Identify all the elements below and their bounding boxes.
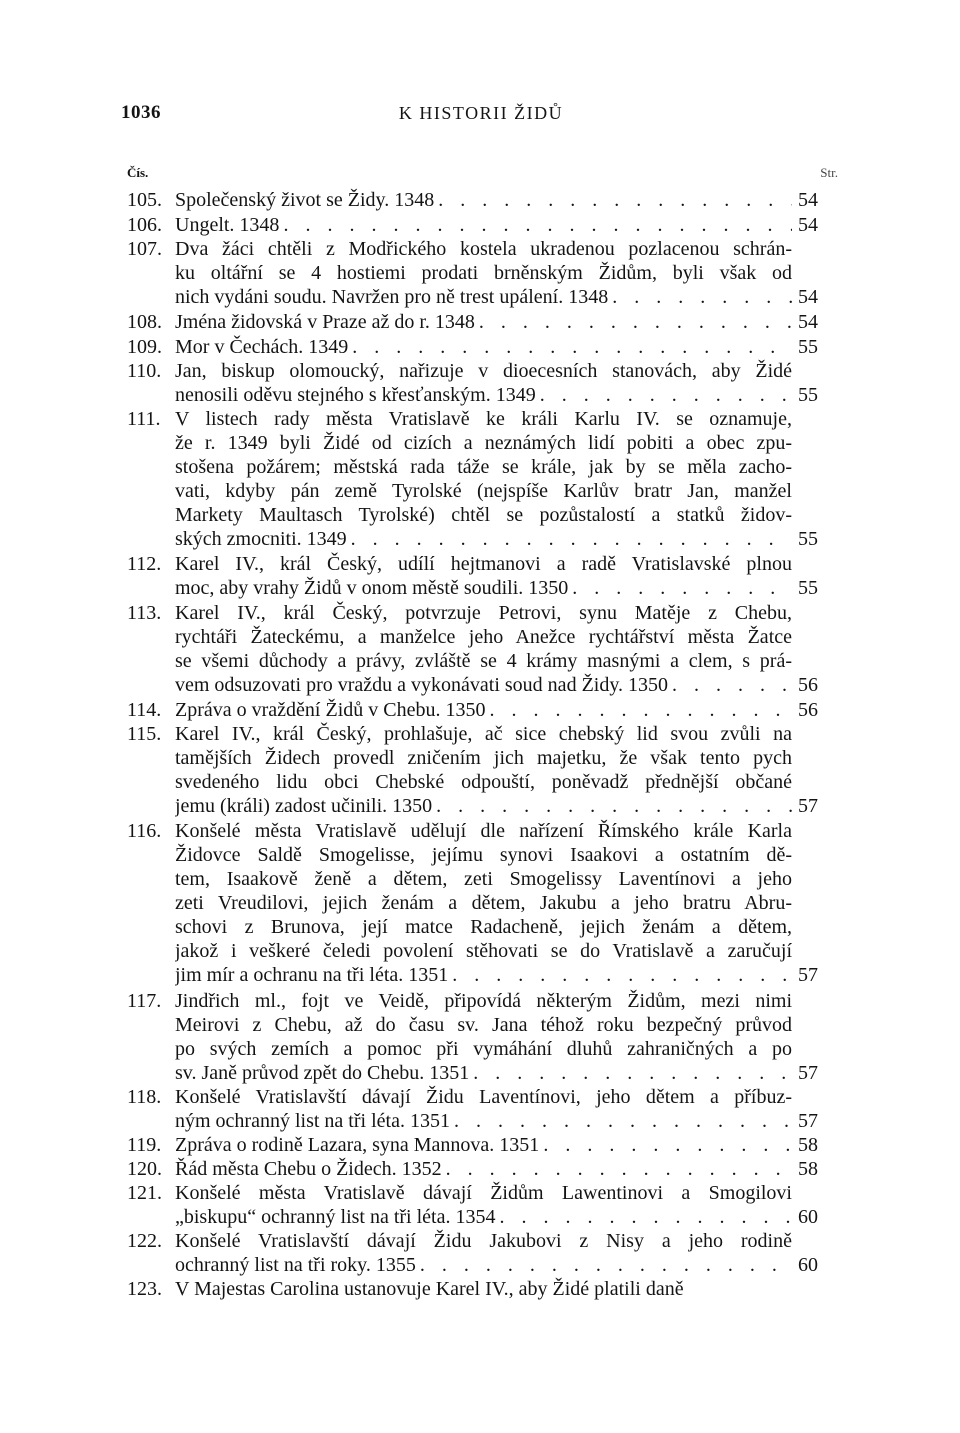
entry-line: Karel IV., král Český, prohlašuje, ač sice chebský lid svou zvůli na [175, 723, 792, 745]
entry-text [175, 1277, 792, 1301]
dot-leader [348, 335, 792, 359]
running-title: K HISTORII ŽIDŮ [398, 103, 564, 123]
entry-page-number: 56 [798, 674, 818, 696]
entry-line-last [175, 1133, 792, 1157]
entry-number: 112. [127, 553, 162, 575]
entry-line: Jan, biskup olomoucký, nařizuje v dioecesních stanovách, aby Židé [175, 360, 792, 382]
entry-line-text: nich vydáni soudu. Navržen pro ně trest upálení. 1348 [175, 286, 609, 308]
dot-leader [668, 673, 792, 697]
entry-page-number: 55 [798, 336, 818, 358]
entry-line-last [175, 1253, 792, 1277]
entry-line-last [175, 335, 792, 359]
entry-text [175, 359, 792, 407]
entry-line: Meirovi z Chebu, až do času sv. Jana téhož roku bezpečný průvod [175, 1014, 792, 1036]
entry-line-last [175, 188, 792, 212]
entry-line-text: Zpráva o vraždění Židů v Chebu. 1350 [175, 699, 486, 721]
entry-line-last [175, 1061, 792, 1085]
dot-leader [347, 527, 792, 551]
dot-leader [450, 1109, 792, 1133]
entry-number: 109. [127, 336, 162, 358]
entry-text [175, 819, 792, 987]
dot-leader [568, 576, 792, 600]
entry-number: 107. [127, 238, 162, 260]
entry-text [175, 188, 792, 212]
entry-page-number: 55 [798, 384, 818, 406]
entry-text [175, 310, 792, 334]
entry-page-number: 57 [798, 1110, 818, 1132]
entry-line: Židovce Saldě Smogelisse, jejímu synovi Isaakovi a ostatním dě- [175, 844, 792, 866]
dot-leader [442, 1157, 792, 1181]
entry-number: 118. [127, 1086, 162, 1108]
entry-line-last [175, 698, 792, 722]
entry-page-number: 55 [798, 528, 818, 550]
entry-text [175, 407, 792, 551]
entry-line-text: Společenský život se Židy. 1348 [175, 189, 435, 211]
entry-line: svedeného lidu obci Chebské odpouští, poněvadž přednější občané [175, 771, 792, 793]
page-number: 1036 [121, 102, 161, 123]
entry-line: stošena požárem; městská rada táže se krále, jak by se měla zacho- [175, 456, 792, 478]
entry-line: Karel IV., král Český, potvrzuje Petrovi, synu Matěje z Chebu, [175, 602, 792, 624]
entry-number: 121. [127, 1182, 162, 1204]
entry-text [175, 1229, 792, 1277]
entry-text [175, 237, 792, 309]
entry-page-number: 60 [798, 1254, 818, 1276]
column-labels [127, 165, 838, 183]
entry-line: ku oltářní se 4 hostiemi prodati brněnským Židům, byli však od [175, 262, 792, 284]
entry-text [175, 335, 792, 359]
entry-page-number: 54 [798, 189, 818, 211]
entry-page-number: 56 [798, 699, 818, 721]
entry-text [175, 1181, 792, 1229]
entry-text [175, 722, 792, 818]
entry-line: V Majestas Carolina ustanovuje Karel IV., aby Židé platili daně [175, 1278, 684, 1300]
entry-text [175, 601, 792, 697]
entry-line: tem, Isaakově ženě a dětem, zeti Smogelissy Laventínovi a jeho [175, 868, 792, 890]
entry-line-last [175, 383, 792, 407]
entry-line: rychtáři Žateckému, a manželce jeho Anežce rychtářství města Žatce [175, 626, 792, 648]
dot-leader [469, 1061, 792, 1085]
entry-line: Konšelé Vratislavští dávají Židu Jakubovi z Nisy a jeho rodině [175, 1230, 792, 1252]
entry-text [175, 1085, 792, 1133]
dot-leader [475, 310, 792, 334]
entry-text [175, 1133, 792, 1157]
entry-line-last [175, 285, 792, 309]
entry-line: po svých zemích a pomoc při vymáhání dluhů zahraničných a po [175, 1038, 792, 1060]
entry-line-text: „biskupu“ ochranný list na tři léta. 1354 [175, 1206, 496, 1228]
entry-line: Konšelé Vratislavští dávají Židu Laventínovi, jeho dětem a příbuz- [175, 1086, 792, 1108]
entry-line: jakož i veškeré čeledi povolení stěhovati se do Vratislavě a zaručují [175, 940, 792, 962]
entry-line-last [175, 794, 792, 818]
entry-number: 122. [127, 1230, 162, 1252]
entry-line: tamějších Židech provedl zničením jich majetku, že však tento pych [175, 747, 792, 769]
entry-line-text: Zpráva o rodině Lazara, syna Mannova. 1351 [175, 1134, 540, 1156]
entry-number: 111. [127, 408, 161, 430]
entry-line-text: ným ochranný list na tři léta. 1351 [175, 1110, 450, 1132]
entry-number: 108. [127, 311, 162, 333]
entry-text [175, 552, 792, 600]
entry-line-text: ských zmocniti. 1349 [175, 528, 347, 550]
entry-line: Konšelé města Vratislavě udělují dle nařízení Římského krále Karla [175, 820, 792, 842]
entry-line-text: moc, aby vrahy Židů v onom městě soudili. 1350 [175, 577, 569, 599]
entry-text [175, 989, 792, 1085]
entry-line-last [175, 963, 792, 987]
entry-page-number: 57 [798, 1062, 818, 1084]
entry-line-text: Jména židovská v Praze až do r. 1348 [175, 311, 475, 333]
entry-line: vati, kdyby pán země Tyrolské (nejspíše Karlův bratr Jan, manžel [175, 480, 792, 502]
entry-number: 119. [127, 1134, 162, 1156]
dot-leader [448, 963, 792, 987]
entry-page-number: 58 [798, 1134, 818, 1156]
entry-page-number: 54 [798, 214, 818, 236]
entry-line-last [175, 213, 792, 237]
entry-number: 117. [127, 990, 162, 1012]
dot-leader [432, 794, 792, 818]
entry-line-text: vem odsuzovati pro vraždu a vykonávati soud nad Židy. 1350 [175, 674, 669, 696]
entry-page-number: 54 [798, 286, 818, 308]
entry-page-number: 55 [798, 577, 818, 599]
entry-line-last [175, 1205, 792, 1229]
number-column-label: Čís. [127, 165, 149, 180]
dot-leader [495, 1205, 792, 1229]
entry-page-number: 60 [798, 1206, 818, 1228]
entry-page-number: 57 [798, 964, 818, 986]
entry-line-text: Řád města Chebu o Židech. 1352 [175, 1158, 442, 1180]
dot-leader [485, 698, 792, 722]
entry-number: 120. [127, 1158, 162, 1180]
entry-line: Karel IV., král Český, udílí hejtmanovi a radě Vratislavské plnou [175, 553, 792, 575]
entry-line: Konšelé města Vratislavě dávají Židům Lawentinovi a Smogilovi [175, 1182, 792, 1204]
entry-text [175, 1157, 792, 1181]
entry-number: 105. [127, 189, 162, 211]
entry-line-last [175, 310, 792, 334]
entry-line-text: ochranný list na tři roky. 1355 [175, 1254, 416, 1276]
dot-leader [416, 1253, 792, 1277]
entry-number: 116. [127, 820, 162, 842]
entry-number: 113. [127, 602, 162, 624]
entry-line-text: nenosili oděvu stejného s křesťanským. 1349 [175, 384, 536, 406]
entry-line-text: sv. Janě průvod zpět do Chebu. 1351 [175, 1062, 470, 1084]
entry-line: V listech rady města Vratislavě ke králi Karlu IV. se oznamuje, [175, 408, 792, 430]
entry-line-last [175, 576, 792, 600]
dot-leader [608, 285, 792, 309]
entry-page-number: 57 [798, 795, 818, 817]
entry-line: Markety Maultasch Tyrolské) chtěl se pozůstalostí a statků židov- [175, 504, 792, 526]
dot-leader [279, 213, 792, 237]
entry-line: Dva žáci chtěli z Modřického kostela ukradenou pozlacenou schrán- [175, 238, 792, 260]
entry-number: 114. [127, 699, 162, 721]
entry-line: že r. 1349 byli Židé od cizích a neznámých lidí pobiti a obec zpu- [175, 432, 792, 454]
dot-leader [536, 383, 792, 407]
entry-line: zeti Vreudilovi, jejich ženám a dětem, Jakubu a jeho bratru Abru- [175, 892, 792, 914]
dot-leader [539, 1133, 792, 1157]
entry-number: 110. [127, 360, 162, 382]
entry-line: schovi z Brunova, její matce Radacheně, jejich ženám a dětem, [175, 916, 792, 938]
entry-line-text: Mor v Čechách. 1349 [175, 336, 349, 358]
entry-line-last [175, 1157, 792, 1181]
entry-line-text: jim mír a ochranu na tři léta. 1351 [175, 964, 449, 986]
entry-line: se všemi důchody a právy, zvláště se 4 krámy masnými a clem, s prá- [175, 650, 792, 672]
entry-number: 106. [127, 214, 162, 236]
entry-number: 123. [127, 1278, 162, 1300]
dot-leader [434, 188, 792, 212]
entry-text [175, 213, 792, 237]
entry-page-number: 58 [798, 1158, 818, 1180]
entry-number: 115. [127, 723, 162, 745]
entry-line-last [175, 673, 792, 697]
page-column-label: Str. [820, 165, 838, 180]
entry-line-last [175, 527, 792, 551]
entry-line-text: jemu (králi) zadost učinili. 1350 [175, 795, 433, 817]
entry-line-last [175, 1109, 792, 1133]
entry-text [175, 698, 792, 722]
entry-line-text: Ungelt. 1348 [175, 214, 280, 236]
entry-line: Jindřich ml., fojt ve Veidě, připovídá některým Židům, mezi nimi [175, 990, 792, 1012]
entry-page-number: 54 [798, 311, 818, 333]
page-header [121, 102, 841, 128]
